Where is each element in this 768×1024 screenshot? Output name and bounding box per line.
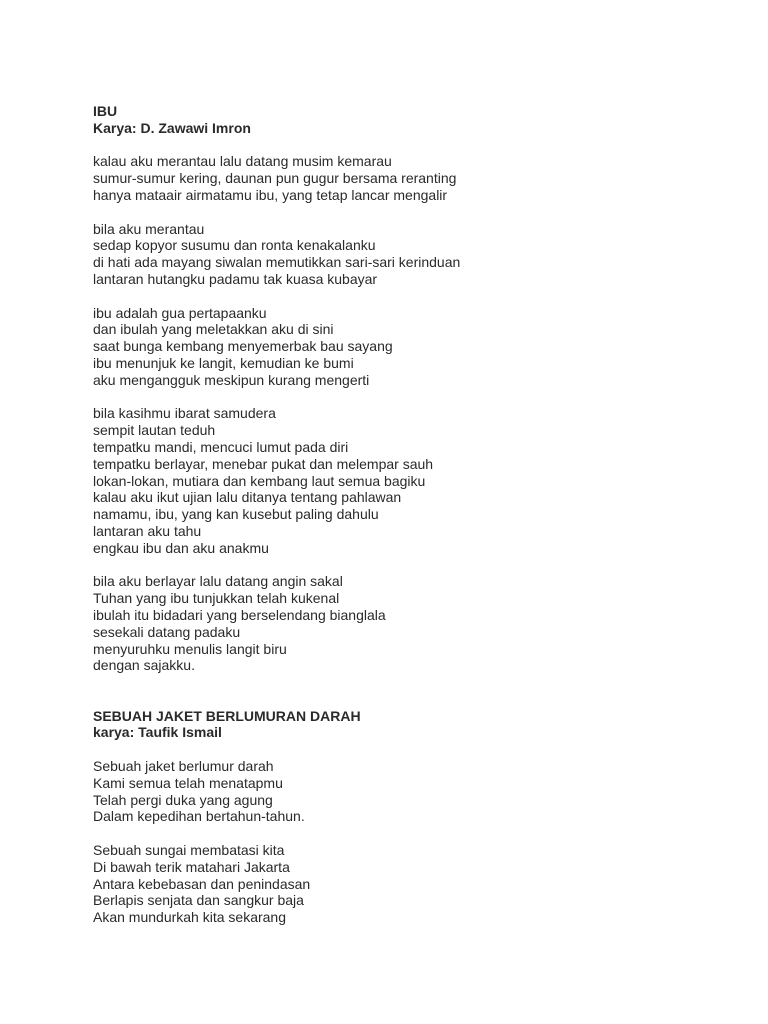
poem-line: Antara kebebasan dan penindasan xyxy=(93,875,311,892)
poem-line: ibu adalah gua pertapaanku xyxy=(93,304,267,321)
stanza-4 xyxy=(93,405,733,556)
poem-author: karya: Taufik Ismail xyxy=(93,724,222,741)
poem-line: di hati ada mayang siwalan memutikkan sari-sari kerinduan xyxy=(93,254,461,271)
poem-line: sesekali datang padaku xyxy=(93,623,241,640)
poem-line: Sebuah sungai membatasi kita xyxy=(93,842,285,859)
poem-line: lokan-lokan, mutiara dan kembang laut semua bagiku xyxy=(93,472,426,489)
poem-line: bila kasihmu ibarat samudera xyxy=(93,405,276,422)
stanza-2 xyxy=(93,842,733,926)
poem-line: bila aku berlayar lalu datang angin sakal xyxy=(93,573,343,590)
poem-line: lantaran aku tahu xyxy=(93,522,202,539)
stanza-3 xyxy=(93,305,733,389)
stanza-1 xyxy=(93,153,733,203)
poem-line: dengan sajakku. xyxy=(93,657,195,674)
poem-line: ibu menunjuk ke langit, kemudian ke bumi xyxy=(93,354,354,371)
poem-line: tempatku mandi, mencuci lumut pada diri xyxy=(93,438,349,455)
poem-line: Sebuah jaket berlumur darah xyxy=(93,758,274,775)
poem-line: Kami semua telah menatapmu xyxy=(93,774,283,791)
poem-line: sumur-sumur kering, daunan pun gugur bersama reranting xyxy=(93,170,457,187)
poem-header xyxy=(93,708,733,742)
poem-line: Akan mundurkah kita sekarang xyxy=(93,909,286,926)
poem-line: dan ibulah yang meletakkan aku di sini xyxy=(93,321,334,338)
poem-line: Tuhan yang ibu tunjukkan telah kukenal xyxy=(93,590,340,607)
poem-ibu xyxy=(93,103,733,674)
poem-line: Telah pergi duka yang agung xyxy=(93,791,273,808)
poem-line: menyuruhku menulis langit biru xyxy=(93,640,287,657)
poem-line: ibulah itu bidadari yang berselendang bianglala xyxy=(93,606,386,623)
poem-line: saat bunga kembang menyemerbak bau sayang xyxy=(93,338,393,355)
stanza-2 xyxy=(93,221,733,288)
poem-line: hanya mataair airmatamu ibu, yang tetap lancar mengalir xyxy=(93,186,448,203)
poem-line: Dalam kepedihan bertahun-tahun. xyxy=(93,808,305,825)
poem-line: Berlapis senjata dan sangkur baja xyxy=(93,892,304,909)
poem-author: Karya: D. Zawawi Imron xyxy=(93,119,251,136)
poem-line: tempatku berlayar, menebar pukat dan melempar sauh xyxy=(93,455,434,472)
poem-sebuah-jaket xyxy=(93,708,733,926)
poem-line: kalau aku ikut ujian lalu ditanya tentang pahlawan xyxy=(93,489,402,506)
poem-line: namamu, ibu, yang kan kusebut paling dahulu xyxy=(93,506,379,523)
poem-line: sempit lautan teduh xyxy=(93,422,216,439)
poem-line: kalau aku merantau lalu datang musim kemarau xyxy=(93,153,392,170)
poem-line: engkau ibu dan aku anakmu xyxy=(93,539,269,556)
poem-title: SEBUAH JAKET BERLUMURAN DARAH xyxy=(93,707,361,724)
stanza-5 xyxy=(93,573,733,674)
document-page xyxy=(93,103,733,926)
poem-title: IBU xyxy=(93,103,118,119)
poem-header xyxy=(93,103,733,137)
poem-line: aku mengangguk meskipun kurang mengerti xyxy=(93,371,370,388)
stanza-1 xyxy=(93,758,733,825)
poem-line: bila aku merantau xyxy=(93,220,205,237)
poem-line: Di bawah terik matahari Jakarta xyxy=(93,858,290,875)
poem-line: sedap kopyor susumu dan ronta kenakalanku xyxy=(93,237,376,254)
poem-line: lantaran hutangku padamu tak kuasa kubayar xyxy=(93,270,378,287)
